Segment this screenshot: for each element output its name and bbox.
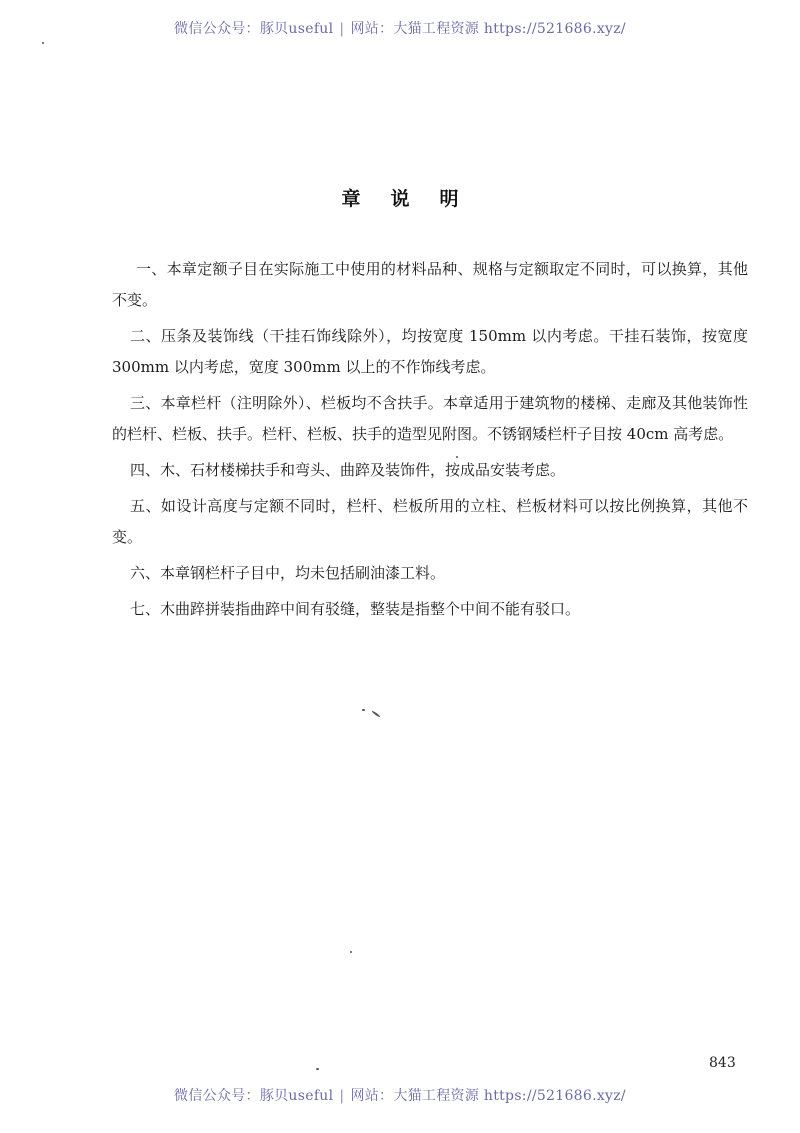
scan-speck [350, 951, 352, 953]
watermark-wechat: 微信公众号：豚贝useful [174, 1088, 334, 1104]
page-number: 843 [709, 1055, 736, 1071]
note-paragraph: 四、木、石材楼梯扶手和弯头、曲踤及装饰件，按成品安装考虑。 [130, 461, 566, 479]
scan-speck [456, 456, 458, 458]
scan-speck [371, 710, 380, 717]
scan-speck [316, 1068, 319, 1070]
note-paragraph: 一、本章定额子目在实际施工中使用的材料品种、规格与定额取定不同时，可以换算，其他不变。 [112, 260, 748, 309]
watermark-site: 网站：大猫工程资源 https://521686.xyz/ [350, 21, 626, 37]
watermark-header [0, 18, 800, 38]
note-paragraph: 七、木曲踤拼装指曲踤中间有驳缝，整装是指整个中间不能有驳口。 [130, 600, 581, 618]
chapter-notes [112, 254, 748, 630]
note-paragraph: 三、本章栏杆（注明除外）、栏板均不含扶手。本章适用于建筑物的楼梯、走廊及其他装饰性的栏杆、栏板、扶手。栏杆、栏板、扶手的造型见附图。不锈钢矮栏杆子目按 40cm 高考虑。 [112, 394, 748, 443]
watermark-separator: | [339, 1088, 345, 1104]
note-paragraph: 五、如设计高度与定额不同时，栏杆、栏板所用的立柱、栏板材料可以按比例换算，其他不变。 [112, 497, 748, 546]
watermark-site: 网站：大猫工程资源 https://521686.xyz/ [350, 1088, 626, 1104]
scan-speck [42, 42, 44, 44]
scan-speck [362, 709, 365, 711]
watermark-footer [0, 1085, 800, 1105]
page-title: 章说明 [341, 188, 489, 210]
watermark-wechat: 微信公众号：豚贝useful [174, 21, 334, 37]
note-paragraph: 二、压条及装饰线（干挂石饰线除外），均按宽度 150mm 以内考虑。干挂石装饰，按宽度 300mm 以内考虑，宽度 300mm 以上的不作饰线考虑。 [112, 327, 748, 376]
watermark-separator: | [339, 21, 345, 37]
note-paragraph: 六、本章钢栏杆子目中，均未包括刷油漆工料。 [130, 564, 446, 582]
